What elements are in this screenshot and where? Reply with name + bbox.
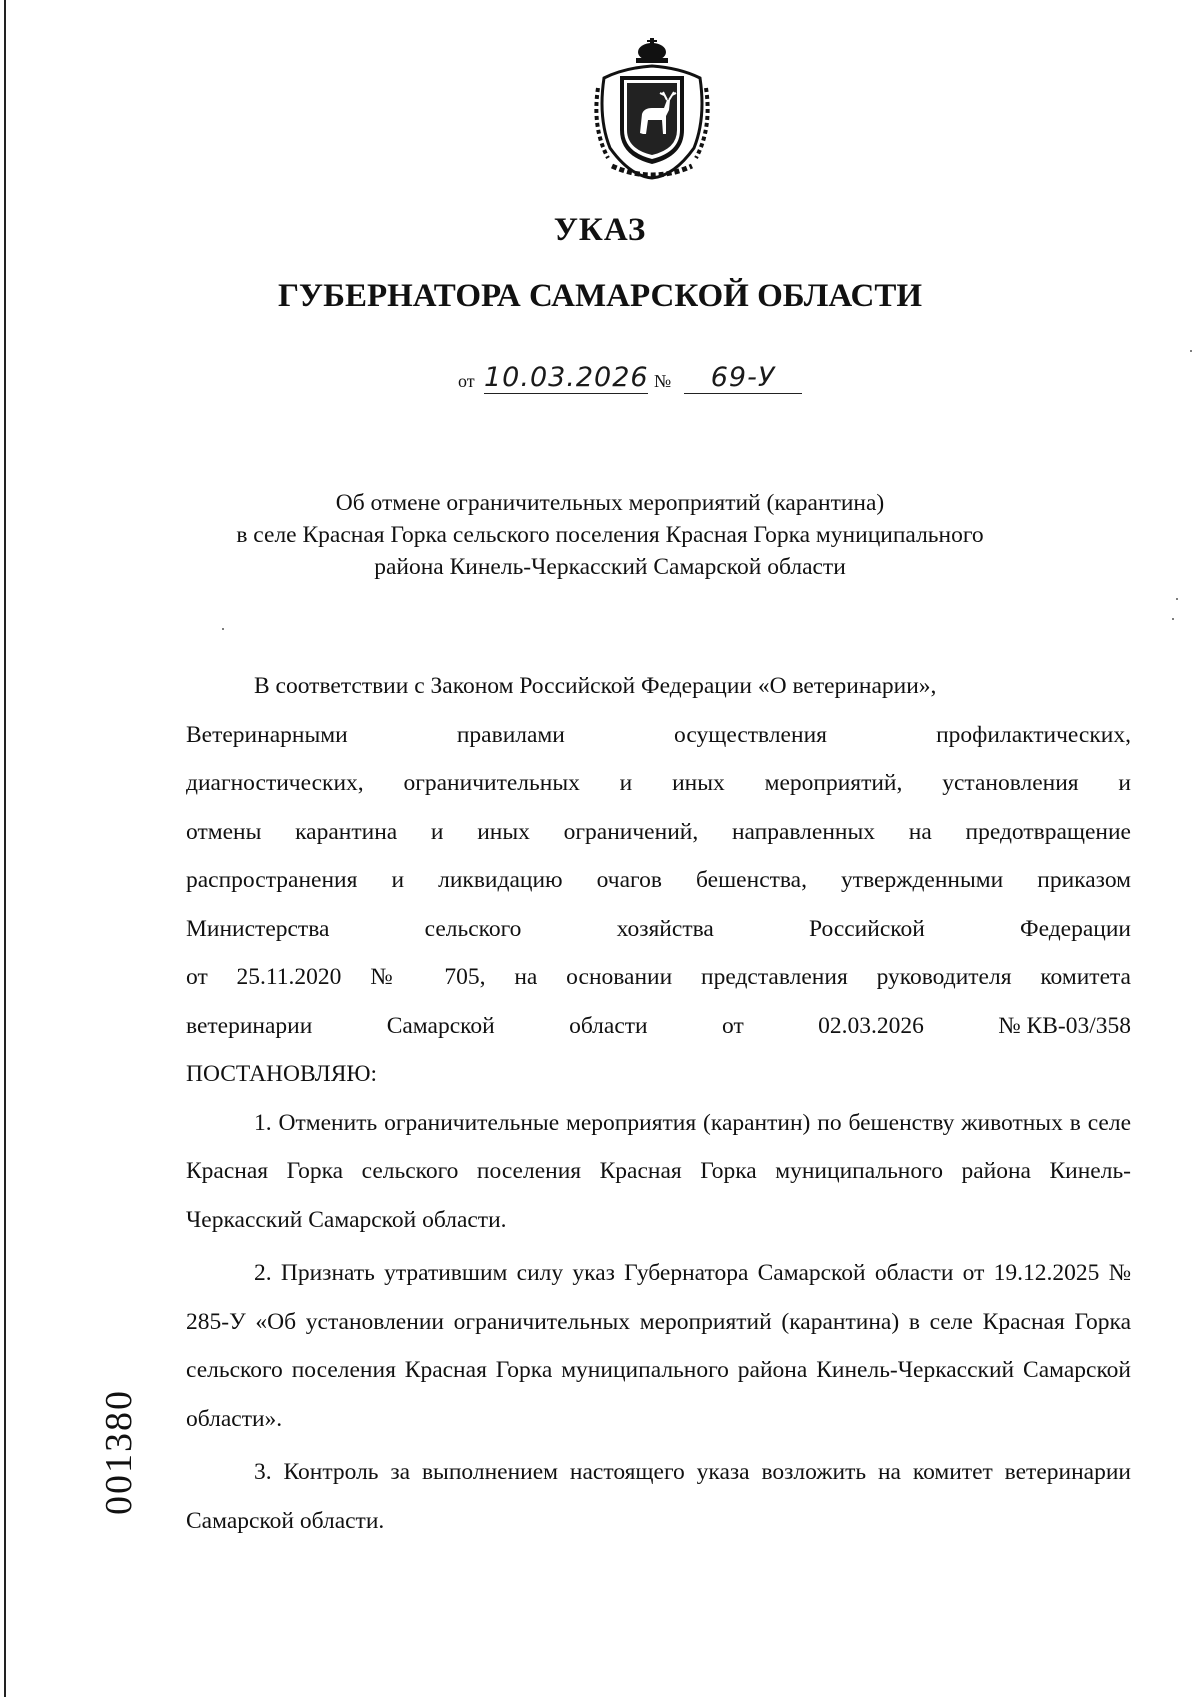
word: профилактических, (936, 721, 1131, 748)
serial-number: 001380 (98, 1389, 140, 1515)
subject-line: района Кинель-Черкасский Самарской области (374, 554, 846, 580)
preamble-line: В соответствии с Законом Российской Федерации «О ветеринарии», (254, 673, 937, 699)
document-issuer: ГУБЕРНАТОРА САМАРСКОЙ ОБЛАСТИ (277, 278, 923, 314)
word: ветеринарии (186, 1012, 313, 1039)
coat-of-arms-icon (590, 38, 714, 180)
line-text: от 25.11.2020 № 705, на основании представления руководителя комитета (186, 964, 1131, 990)
document-body (186, 662, 1131, 1545)
scan-speck (222, 628, 224, 630)
word: Министерства (186, 915, 330, 942)
word: Самарской (386, 1012, 495, 1039)
preamble-line (186, 808, 1131, 857)
preamble-line (186, 1002, 1131, 1051)
line-text: отмены карантина и иных ограничений, направленных на предотвращение (186, 818, 1131, 845)
date-number-line (458, 362, 858, 396)
scan-speck (1190, 350, 1192, 352)
document-subject (150, 487, 1070, 583)
scan-edge-line (4, 0, 6, 1697)
number-prefix: № (654, 371, 672, 391)
word: хозяйства (616, 915, 714, 942)
word: № КВ-03/358 (998, 1012, 1131, 1039)
word: области (569, 1012, 648, 1039)
preamble-line (186, 711, 1131, 760)
scan-speck (1176, 598, 1178, 600)
handwritten-number: 69-У (684, 363, 802, 394)
resolution-word: ПОСТАНОВЛЯЮ: (186, 1061, 378, 1087)
item-1: 1. Отменить ограничительные мероприятия (карантин) по бешенству животных в селе Красная Горка сельского поселения Красная Горка муниципального района Кинель-Черкасский Самарской области. (186, 1109, 1131, 1233)
preamble-line (186, 953, 1131, 1002)
word: Федерации (1020, 915, 1131, 942)
word: правилами (456, 721, 565, 748)
preamble-line (186, 905, 1131, 954)
preamble-line (186, 759, 1131, 808)
date-prefix: от (458, 371, 475, 391)
word: Ветеринарными (186, 721, 348, 748)
word: Российской (809, 915, 925, 942)
word: от (722, 1012, 744, 1039)
word: сельского (424, 915, 522, 942)
word: осуществления (674, 721, 827, 748)
subject-line: в селе Красная Горка сельского поселения Красная Горка муниципального (236, 522, 984, 548)
line-text: диагностических, ограничительных и иных мероприятий, установления и (186, 770, 1131, 796)
handwritten-date: 10.03.2026 (484, 362, 649, 393)
subject-line: Об отмене ограничительных мероприятий (карантина) (335, 490, 885, 516)
item-2: 2. Признать утратившим силу указ Губернатора Самарской области от 19.12.2025 № 285-У «Об установлении ограничительных мероприятий (карантина) в селе Красная Горка сельского поселения Красная Горка муниципального района Кинель-Черкасский Самарской области». (186, 1260, 1131, 1432)
document-title: УКАЗ (553, 212, 647, 248)
item-3: 3. Контроль за выполнением настоящего указа возложить на комитет ветеринарии Самарской области. (186, 1459, 1131, 1534)
preamble-line (186, 856, 1131, 905)
line-text: распространения и ликвидацию очагов бешенства, утвержденными приказом (186, 867, 1131, 893)
scan-speck (1172, 618, 1174, 620)
word: 02.03.2026 (818, 1012, 924, 1039)
